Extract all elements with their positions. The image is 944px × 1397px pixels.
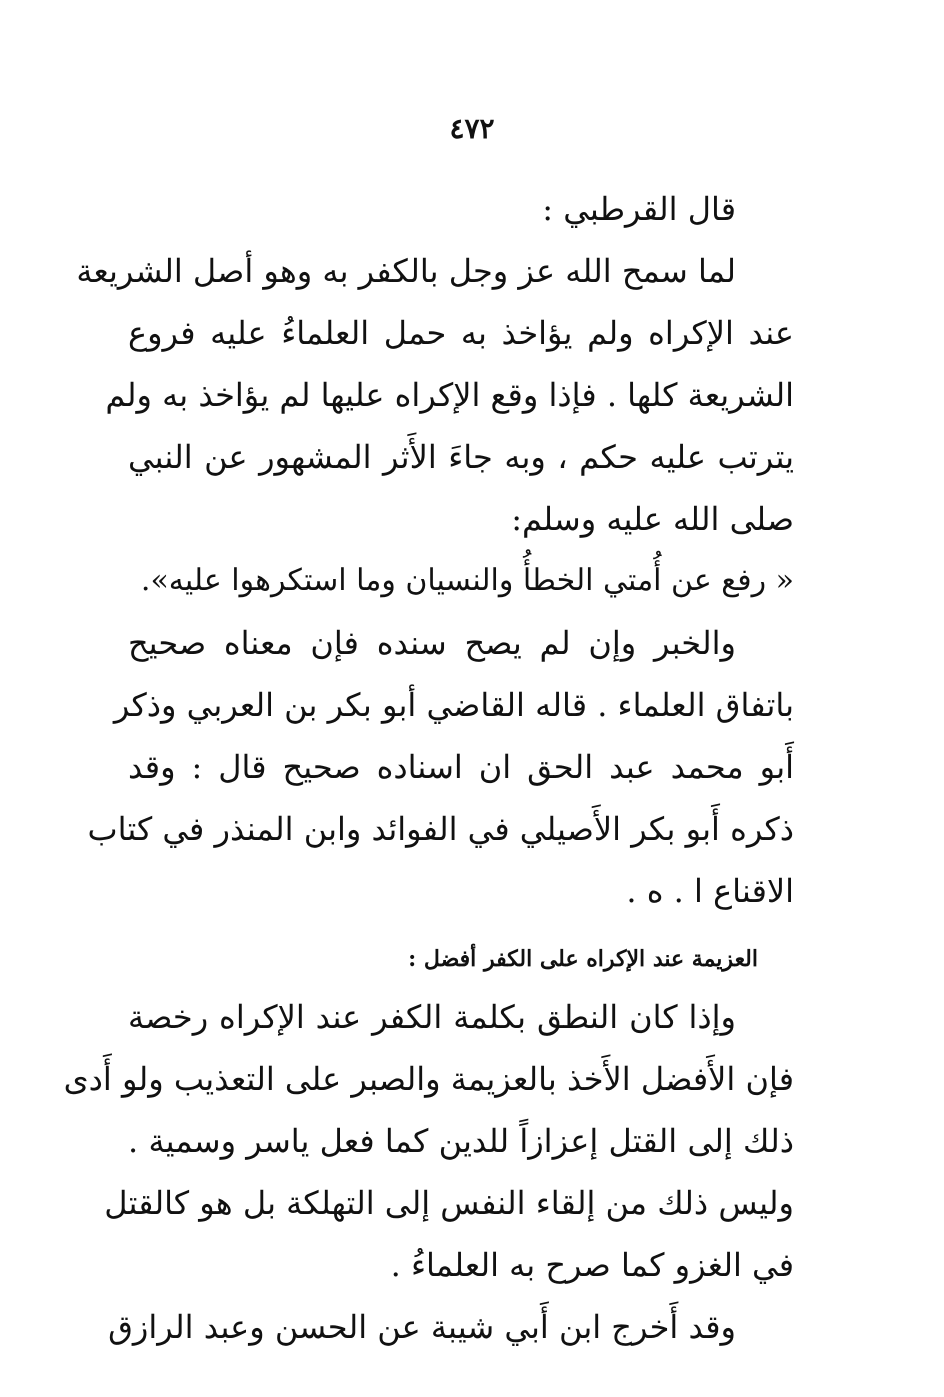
text-line: الشريعة كلها . فإذا وقع الإكراه عليها لم يؤاخذ به ولم: [105, 376, 794, 414]
text-line: ذكره أَبو بكر الأَصيلي في الفوائد وابن المنذر في كتاب: [87, 810, 794, 848]
text-line: أَبو محمد عبد الحق ان اسناده صحيح قال : وقد: [128, 748, 794, 786]
text-line: يترتب عليه حكم ، وبه جاءَ الأَثر المشهور عن النبي: [128, 438, 794, 476]
text-line: صلى الله عليه وسلم:: [511, 500, 794, 538]
page-number: ٤٧٢: [449, 112, 495, 145]
hadith-quote: « رفع عن أُمتي الخطأُ والنسيان وما استكرهوا عليه».: [140, 563, 794, 598]
section-heading: العزيمة عند الإكراه على الكفر أفضل :: [408, 946, 758, 972]
text-line: في الغزو كما صرح به العلماءُ .: [390, 1246, 794, 1284]
text-line: عند الإكراه ولم يؤاخذ به حمل العلماءُ عليه فروع: [128, 314, 794, 352]
text-line: وليس ذلك من إلقاء النفس إلى التهلكة بل هو كالقتل: [104, 1184, 794, 1222]
text-line: لما سمح الله عز وجل بالكفر به وهو أصل الشريعة: [76, 252, 736, 290]
text-line: ذلك إلى القتل إعزازاً للدين كما فعل ياسر وسمية .: [128, 1122, 794, 1160]
text-line: فإن الأَفضل الأَخذ بالعزيمة والصبر على التعذيب ولو أَدى: [63, 1060, 794, 1098]
page-body: [63, 178, 794, 1358]
text-line: وقد أَخرج ابن أَبي شيبة عن الحسن وعبد الرازق: [108, 1308, 736, 1346]
text-line: قال القرطبي :: [542, 190, 736, 228]
text-line: والخبر وإن لم يصح سنده فإن معناه صحيح: [128, 624, 736, 662]
text-line: وإذا كان النطق بكلمة الكفر عند الإكراه رخصة: [128, 998, 736, 1036]
text-line: الاقناع ا . ه .: [626, 872, 794, 910]
text-line: باتفاق العلماء . قاله القاضي أبو بكر بن العربي وذكر: [113, 686, 794, 724]
